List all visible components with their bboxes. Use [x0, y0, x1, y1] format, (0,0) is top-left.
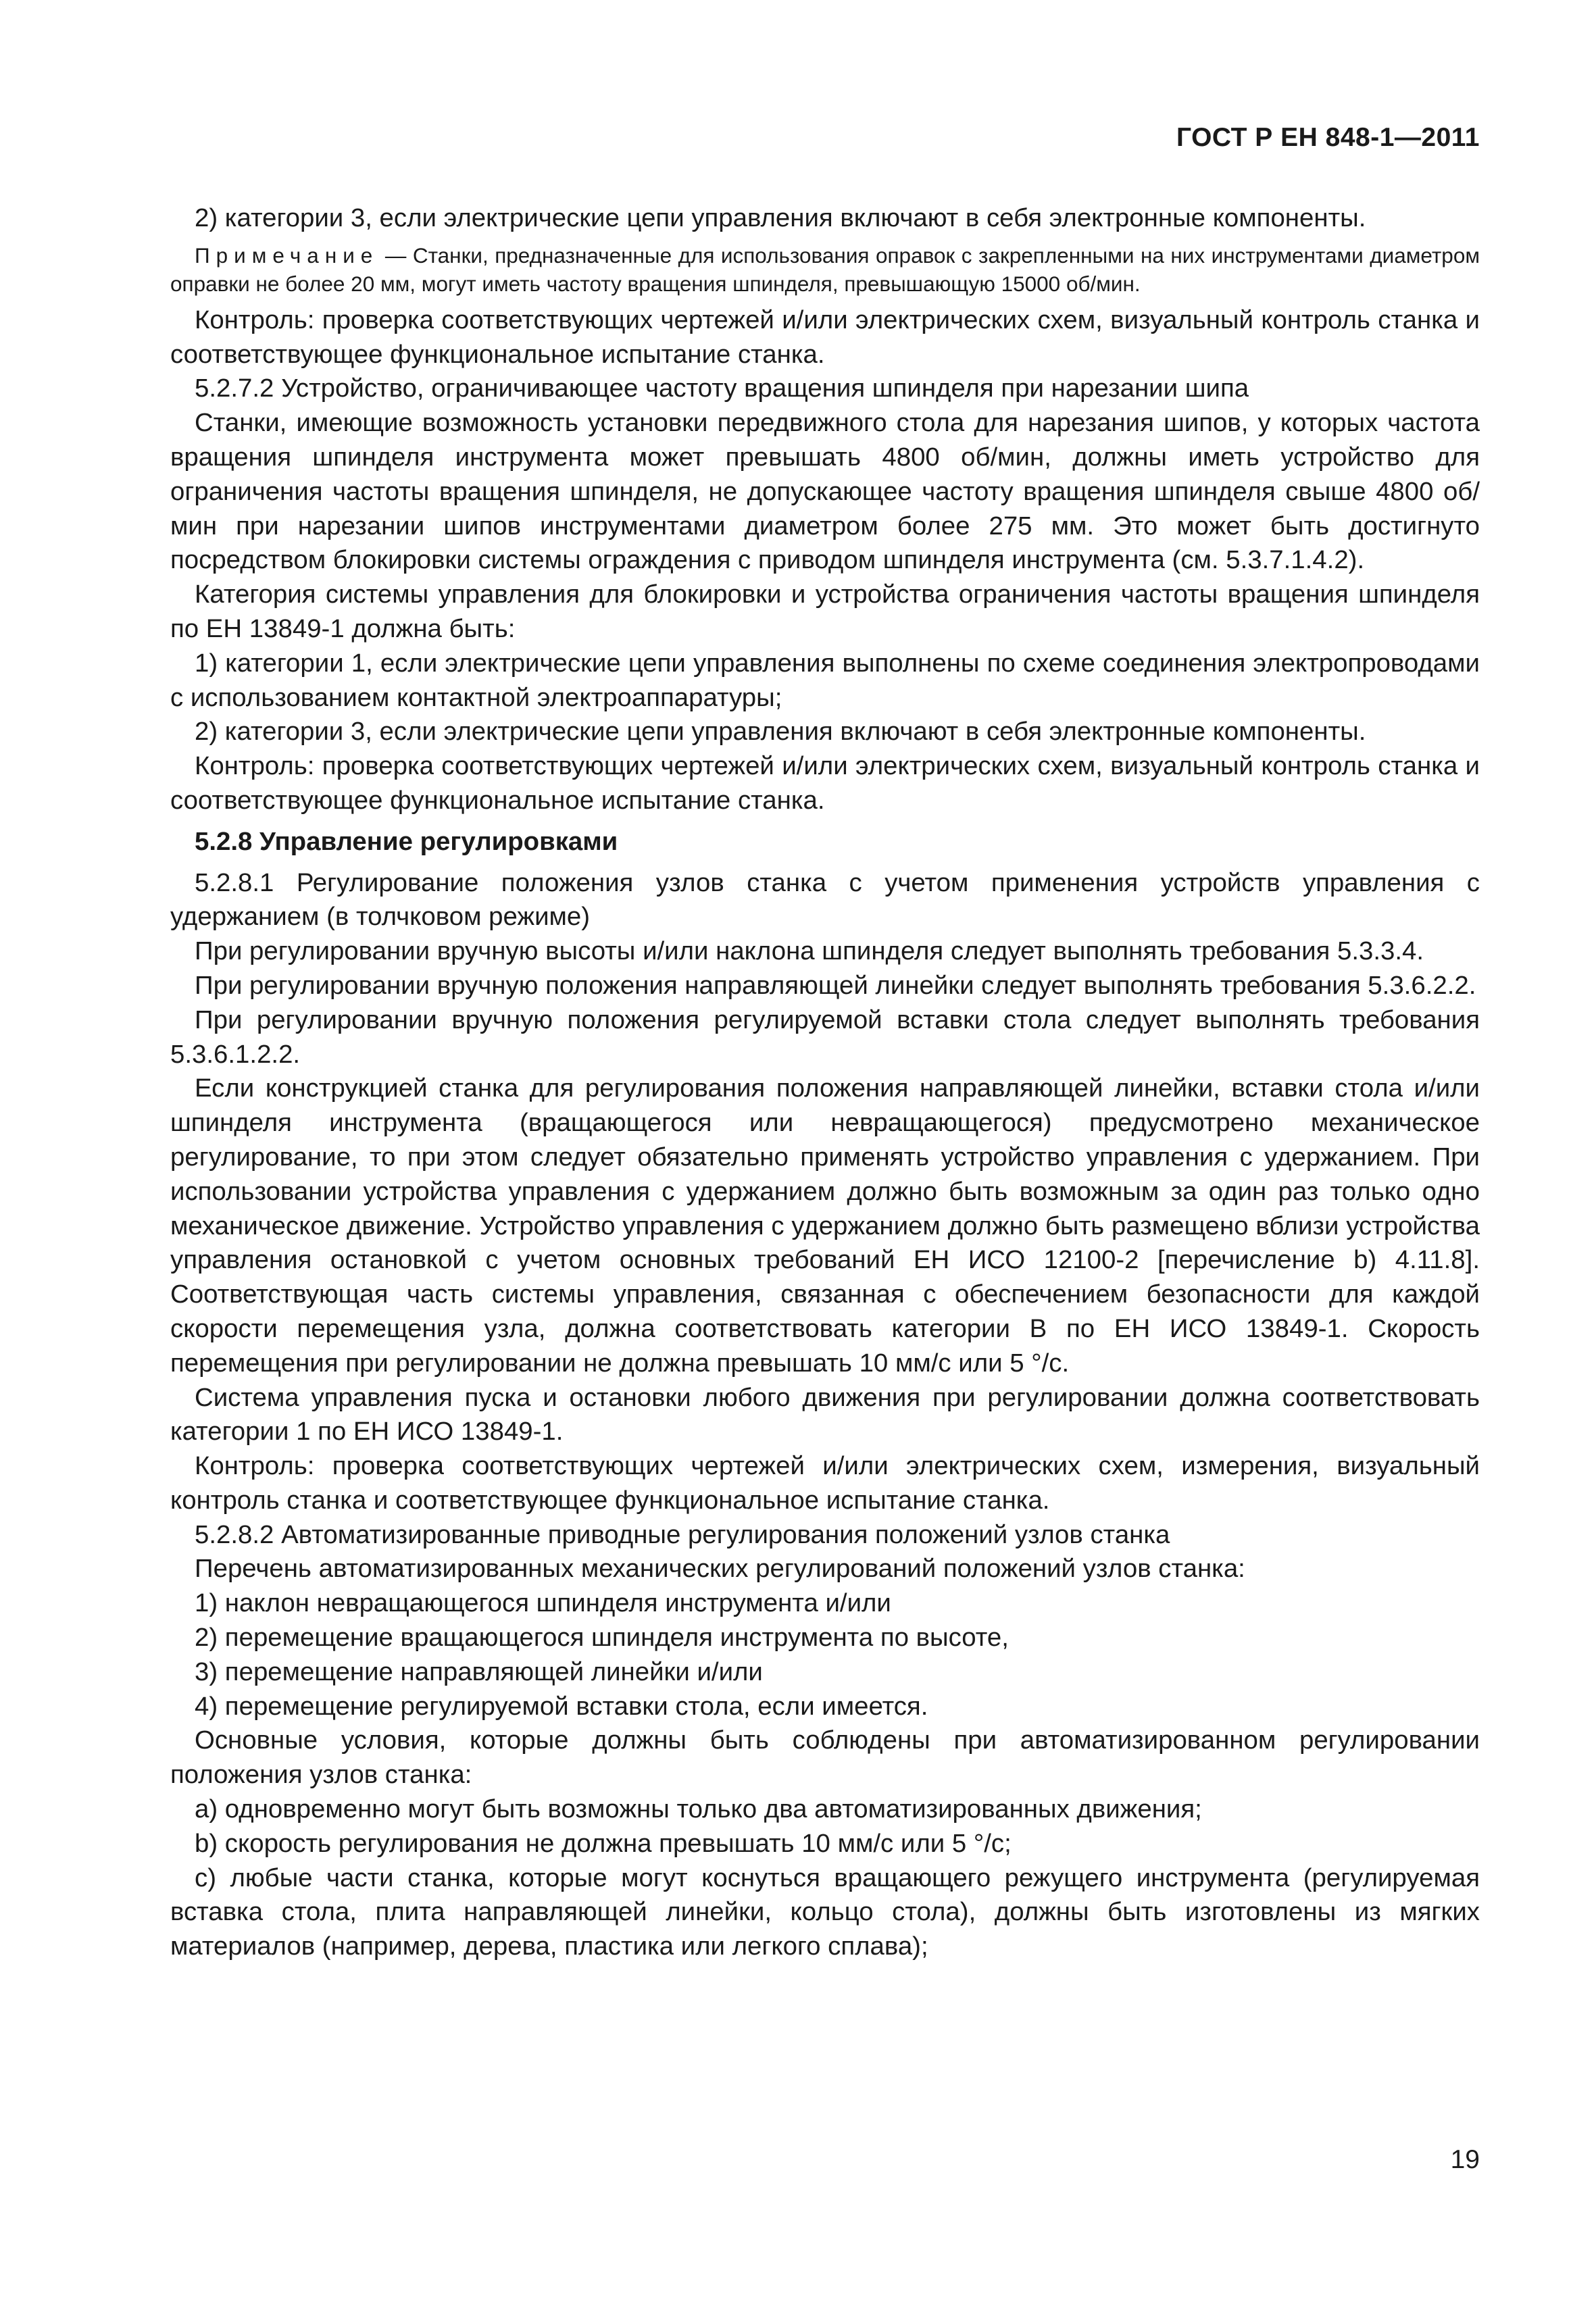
paragraph: Перечень автоматизированных механических регулирований положений узлов станка:	[195, 1554, 1245, 1584]
body-text	[170, 201, 1480, 1964]
note	[170, 241, 1480, 298]
paragraph: Система управления пуска и остановки любого движения при регулировании должна соответствовать категории 1 по ЕН ИСО 13849-1.	[170, 1382, 1480, 1447]
paragraph: Контроль: проверка соответствующих чертежей и/или электрических схем, визуальный контроль станка и соответствующее функциональное испытание станка.	[170, 305, 1480, 369]
paragraph: Категория системы управления для блокировки и устройства ограничения частоты вращения шпинделя по ЕН 13849-1 должна быть:	[170, 580, 1480, 643]
note-label: Примечание	[195, 243, 379, 268]
clause-title: 5.2.8.1 Регулирование положения узлов станка с учетом применения устройств управления с удержанием (в толчковом режиме)	[170, 867, 1480, 932]
list-item: a) одновременно могут быть возможны только два автоматизированных движения;	[195, 1794, 1202, 1824]
paragraph: При регулировании вручную положения направляющей линейки следует выполнять требования 5.3.6.2.2.	[195, 970, 1476, 1000]
paragraph: Если конструкцией станка для регулирования положения направляющей линейки, вставки стола и/или шпинделя инструмента (вращающегося или невращающегося) предусмотрено механическое регулирование, то при этом следует обязательно применять устройство управления с удержанием. При использовании устройства управления с удержанием должно быть возможным за один раз только одно механическое движение. Устройство управления с удержанием должно быть размещено вблизи устройства управления остановкой с учетом основных требований ЕН ИСО 12100-2 [перечисление b) 4.11.8]. Соответствующая часть системы управления, связанная с обеспечением безопасности для каждой скорости перемещения узла, должна соответствовать категории В по ЕН ИСО 13849-1. Скорость перемещения при регулировании не должна превышать 10 мм/с или 5 °/с.	[170, 1074, 1480, 1378]
list-item: 1) наклон невращающегося шпинделя инструмента и/или	[195, 1588, 891, 1618]
clause-title: 5.2.7.2 Устройство, ограничивающее частоту вращения шпинделя при нарезании шипа	[195, 374, 1249, 403]
section-heading: 5.2.8 Управление регулировками	[195, 826, 618, 856]
paragraph: Контроль: проверка соответствующих чертежей и/или электрических схем, измерения, визуальный контроль станка и соответствующее функциональное испытание станка.	[170, 1451, 1480, 1515]
page-number: 19	[1450, 2145, 1480, 2174]
clause-title: 5.2.8.2 Автоматизированные приводные регулирования положений узлов станка	[195, 1519, 1170, 1549]
list-item: 4) перемещение регулируемой вставки стола, если имеется.	[195, 1691, 928, 1721]
list-item: 3) перемещение направляющей линейки и/или	[195, 1657, 763, 1686]
list-item: 1) категории 1, если электрические цепи управления выполнены по схеме соединения электропроводами с использованием контактной электроаппаратуры;	[170, 648, 1480, 712]
paragraph: Основные условия, которые должны быть соблюдены при автоматизированном регулировании положения узлов станка:	[170, 1726, 1480, 1790]
list-item: 2) категории 3, если электрические цепи управления включают в себя электронные компоненты.	[195, 717, 1366, 747]
standard-code-header: ГОСТ Р ЕН 848-1—2011	[1176, 123, 1480, 152]
note-text: — Станки, предназначенные для использования оправок с закрепленными на них инструментами диаметром оправки не более 20 мм, могут иметь частоту вращения шпинделя, превышающую 15000 об/мин.	[170, 243, 1480, 296]
paragraph: Контроль: проверка соответствующих чертежей и/или электрических схем, визуальный контроль станка и соответствующее функциональное испытание станка.	[170, 751, 1480, 815]
paragraph: 2) категории 3, если электрические цепи управления включают в себя электронные компоненты.	[195, 203, 1366, 232]
paragraph: При регулировании вручную положения регулируемой вставки стола следует выполнять требования 5.3.6.1.2.2.	[170, 1005, 1480, 1069]
list-item: b) скорость регулирования не должна превышать 10 мм/с или 5 °/с;	[195, 1828, 1012, 1858]
list-item: c) любые части станка, которые могут коснуться вращающего режущего инструмента (регулируемая вставка стола, плита направляющей линейки, кольцо стола), должны быть изготовлены из мягких материалов (например, дерева, пластика или легкого сплава);	[170, 1863, 1480, 1961]
paragraph: Станки, имеющие возможность установки передвижного стола для нарезания шипов, у которых частота вращения шпинделя инструмента может превышать 4800 об/мин, должны иметь устройство для ограничения частоты вращения шпинделя, не допускающее частоту вращения шпинделя свыше 4800 об/мин при нарезании шипов инструментами диаметром более 275 мм. Это может быть достигнуто посредством блокировки системы ограждения с приводом шпинделя инструмента (см. 5.3.7.1.4.2).	[170, 408, 1480, 575]
paragraph: При регулировании вручную высоты и/или наклона шпинделя следует выполнять требования 5.3.3.4.	[195, 936, 1424, 966]
list-item: 2) перемещение вращающегося шпинделя инструмента по высоте,	[195, 1623, 1009, 1653]
